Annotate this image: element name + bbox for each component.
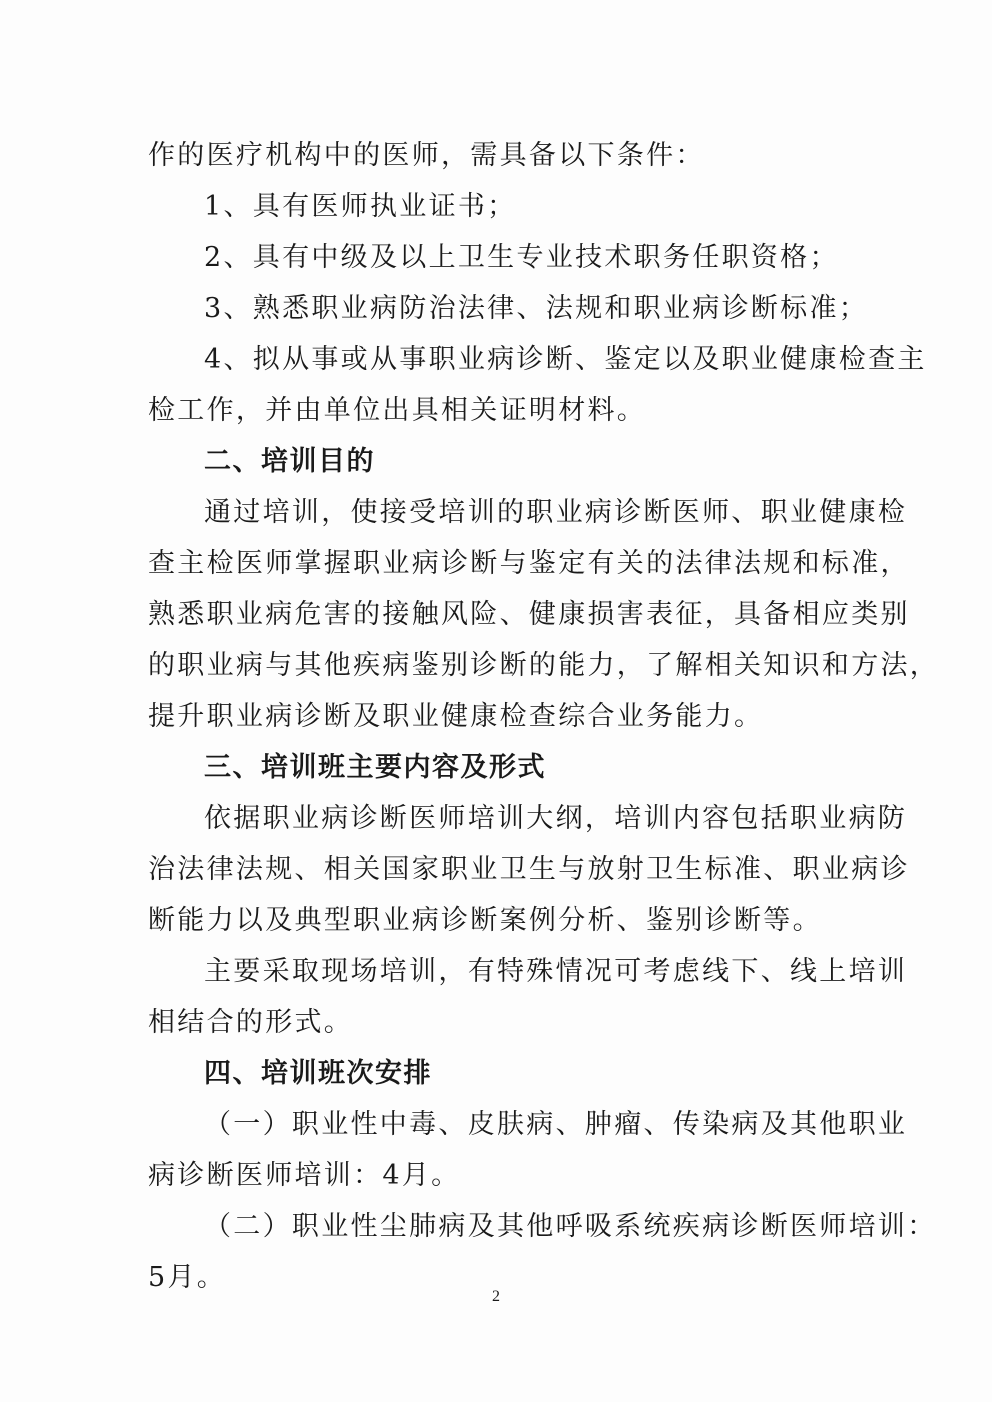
body-text-line: 治法律法规、相关国家职业卫生与放射卫生标准、职业病诊	[148, 854, 910, 885]
body-text-line: 相结合的形式。	[148, 1007, 354, 1038]
body-text-line: 病诊断医师培训：4月。	[148, 1160, 461, 1191]
body-text-line: 提升职业病诊断及职业健康检查综合业务能力。	[148, 701, 764, 732]
body-text-line: 作的医疗机构中的医师，需具备以下条件：	[148, 140, 705, 171]
section-heading-class-schedule: 四、培训班次安排	[204, 1058, 432, 1089]
body-text-line: 5月。	[148, 1262, 227, 1293]
body-text-line: 断能力以及典型职业病诊断案例分析、鉴别诊断等。	[148, 905, 822, 936]
document-body	[148, 130, 940, 1303]
body-text-line: 通过培训，使接受培训的职业病诊断医师、职业健康检	[204, 497, 908, 528]
schedule-item-2: （二）职业性尘肺病及其他呼吸系统疾病诊断医师培训：	[204, 1211, 937, 1242]
condition-item-3: 3、熟悉职业病防治法律、法规和职业病诊断标准；	[204, 293, 869, 324]
schedule-item-1: （一）职业性中毒、皮肤病、肿瘤、传染病及其他职业	[204, 1109, 908, 1140]
section-heading-training-purpose: 二、培训目的	[204, 446, 375, 477]
section-heading-content-and-format: 三、培训班主要内容及形式	[204, 752, 546, 783]
body-text-line: 检工作，并由单位出具相关证明材料。	[148, 395, 647, 426]
condition-item-4: 4、拟从事或从事职业病诊断、鉴定以及职业健康检查主	[204, 344, 927, 375]
body-text-line: 依据职业病诊断医师培训大纲，培训内容包括职业病防	[204, 803, 908, 834]
page-number: 2	[492, 1288, 500, 1305]
condition-item-2: 2、具有中级及以上卫生专业技术职务任职资格；	[204, 242, 839, 273]
body-text-line: 查主检医师掌握职业病诊断与鉴定有关的法律法规和标准，	[148, 548, 910, 579]
body-text-line: 熟悉职业病危害的接触风险、健康损害表征，具备相应类别	[148, 599, 910, 630]
body-text-line: 的职业病与其他疾病鉴别诊断的能力，了解相关知识和方法，	[148, 650, 940, 681]
body-text-line: 主要采取现场培训，有特殊情况可考虑线下、线上培训	[204, 956, 908, 987]
condition-item-1: 1、具有医师执业证书；	[204, 191, 517, 222]
